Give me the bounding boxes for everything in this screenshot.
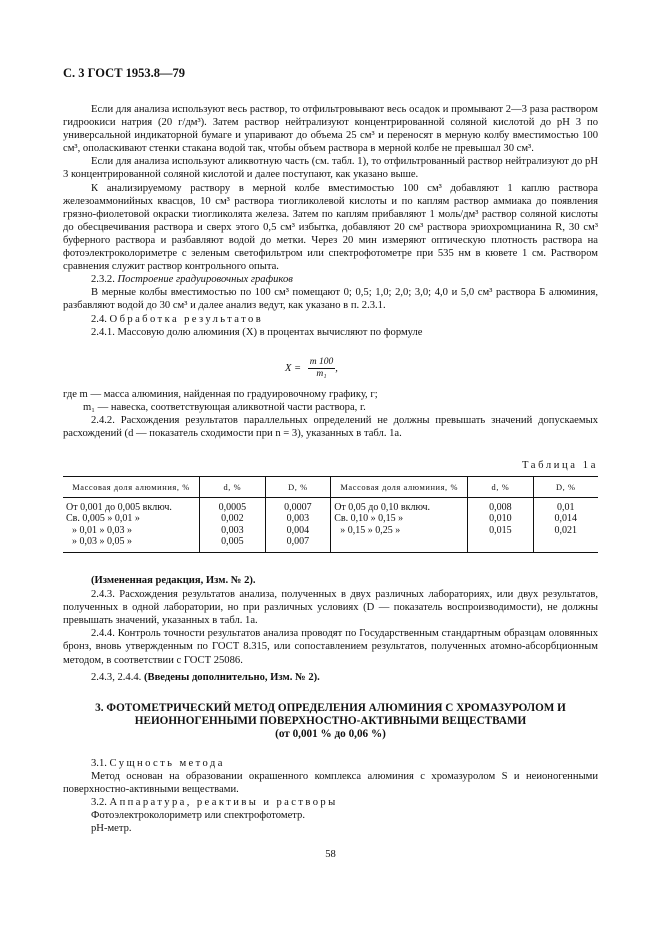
D-value: 0,0007 xyxy=(284,502,312,513)
d-value: 0,003 xyxy=(221,524,244,536)
range-value: От 0,001 до 0,005 включ. xyxy=(66,502,172,513)
D-value: 0,007 xyxy=(286,536,310,548)
paragraph: Фотоэлектроколориметр или спектрофотометр. xyxy=(91,810,305,822)
text-block-3 xyxy=(63,757,598,836)
D-value: 0,01 xyxy=(557,502,575,513)
subsection-heading xyxy=(63,757,598,770)
table-header: D, % xyxy=(265,477,331,498)
subsection-number: 2.3.2. xyxy=(91,274,115,286)
subsection-heading xyxy=(63,273,598,286)
D-value: 0,021 xyxy=(554,524,578,536)
paragraph: Метод основан на образовании окрашенного комплекса алюминия с хромазуролом S и неионогенными поверхностно-активными веществами. xyxy=(63,771,598,796)
subsection-title: Аппаратура, реактивы и растворы xyxy=(109,797,338,809)
range-value: » 0,01 » 0,03 » xyxy=(72,524,132,536)
paragraph: В мерные колбы вместимостью по 100 см³ помещают 0; 0,5; 1,0; 2,0; 3,0; 4,0 и 5,0 см³ раствора Б алюминия, разбавляют водой до 30 см³ и далее анализ ведут, как указано в п. 2.3.1. xyxy=(63,287,598,312)
formula-tail: , xyxy=(335,362,338,374)
paragraph: Если для анализа используют аликвотную часть (см. табл. 1), то отфильтрованный раствор нейтрализуют до рН 3 концентрированной соляной кислотой и далее поступают, как указано выше. xyxy=(63,156,598,181)
subsection-title: Сущность метода xyxy=(109,758,225,769)
d-value: 0,015 xyxy=(489,524,512,536)
section-title-range: (от 0,001 % до 0,06 %) xyxy=(275,727,386,740)
text-block-2 xyxy=(63,574,598,684)
table-header: Массовая доля алюминия, % xyxy=(63,477,200,498)
paragraph: 2.4.2. Расхождения результатов параллельных определений не должны превышать значений допускаемых расхождений (d — показатель сходимости при n = 3), указанных в табл. 1а. xyxy=(63,415,598,440)
formula-legend xyxy=(63,388,598,440)
amendment-note: (Введены дополнительно, Изм. № 2). xyxy=(143,671,320,683)
amendment-line xyxy=(63,671,598,684)
formula-fraction xyxy=(308,357,336,380)
range-value: От 0,05 до 0,10 включ. xyxy=(334,502,431,513)
table-header: d, % xyxy=(200,477,266,498)
d-value: 0,008 xyxy=(489,502,512,513)
subsection-number: 3.2. xyxy=(91,797,107,809)
range-value: » 0,15 » 0,25 » xyxy=(340,524,401,536)
tolerance-table xyxy=(63,476,598,553)
d-value: 0,005 xyxy=(221,536,244,548)
table-cell-D xyxy=(533,498,598,553)
table-header-row xyxy=(63,477,598,498)
section-title-line: НЕИОННОГЕННЫМИ ПОВЕРХНОСТНО-АКТИВНЫМИ ВЕЩЕСТВАМИ xyxy=(134,714,527,727)
table-header: d, % xyxy=(468,477,533,498)
D-value: 0,014 xyxy=(554,513,578,525)
d-value: 0,010 xyxy=(489,513,512,525)
paragraph: рН-метр. xyxy=(91,823,132,835)
table-title: Таблица 1а xyxy=(521,460,598,471)
table-cell-d xyxy=(200,498,266,553)
D-value: 0,003 xyxy=(286,513,310,525)
paragraph: Если для анализа используют весь раствор, то отфильтровывают весь осадок и промывают 2—3 раза раствором гидроокиси натрия (20 г/дм³). Затем раствор нейтрализуют концентрированной соляной кислотой до рН 3 по универсальной индикаторной бумаге и упаривают до объема 25 см³ и переносят в мерную колбу вместимостью 100 см³, ополаскивают стенки стакана водой так, чтобы объем раствора в мерной колбе не превышал 30 см³. xyxy=(63,104,598,155)
table-header: D, % xyxy=(533,477,598,498)
subsection-heading xyxy=(63,796,598,809)
legend-line: где m — масса алюминия, найденная по градуировочному графику, г; xyxy=(63,389,378,400)
paragraph: 2.4.1. Массовую долю алюминия (X) в процентах вычисляют по формуле xyxy=(91,326,423,338)
text-block-1 xyxy=(63,103,598,339)
range-value: Св. 0,10 » 0,15 » xyxy=(334,513,404,525)
paragraph: К анализируемому раствору в мерной колбе вместимостью 100 см³ добавляют 1 каплю раствора железоаммонийных квасцов, 10 см³ раствора тиогликолевой кислоты и по каплям раствор аммиака до появления грязно-фиолетовой окраски тиогликолята железа. Затем по каплям прибавляют 1 моль/дм³ раствор соляной кислоты до обесцвечивания раствора и сверх этого 0,5 см³ избытка, добавляют 20 см³ раствора эриохромцианина R, 30 см³ буферного раствора и разбавляют водой до метки. Через 20 мин измеряют оптическую плотность раствора на фотоэлектроколориметре с зеленым светофильтром или спектрофотометре при 535 нм в кювете 1 см. Раствором сравнения служит раствор контрольного опыта. xyxy=(63,182,598,273)
d-value: 0,002 xyxy=(221,513,244,525)
subsection-number: 3.1. xyxy=(91,758,107,769)
amendment-note: (Измененная редакция, Изм. № 2). xyxy=(91,575,256,586)
legend-line: m₁ — навеска, соответствующая аликвотной части раствора, г. xyxy=(83,402,366,414)
table-row xyxy=(63,498,598,553)
formula-denominator: m₁ xyxy=(316,369,327,379)
formula xyxy=(285,357,338,380)
range-value: » 0,03 » 0,05 » xyxy=(72,536,132,548)
page-header: С. 3 ГОСТ 1953.8—79 xyxy=(63,66,186,80)
paragraph: 2.4.4. Контроль точности результатов анализа проводят по Государственным стандартным образцам оловянных бронз, вновь утвержденным по ГОСТ 8.315, или сопоставлением результатов, полученных атомно-абсорбционным методом, в соответствии с ГОСТ 25086. xyxy=(63,628,598,666)
formula-numerator: m 100 xyxy=(309,357,334,367)
subsection-title: Построение градуировочных графиков xyxy=(117,274,293,286)
D-value: 0,004 xyxy=(286,524,310,536)
paragraph: 2.4.3. Расхождения результатов анализа, полученных в двух различных лабораториях, или двух результатов, полученных в одной лаборатории, но при различных условиях (D — показатель воспроизводимости), не должны превышать значений, указанных в табл. 1а. xyxy=(63,589,598,627)
table-cell-ranges xyxy=(63,498,200,553)
subsection-heading xyxy=(63,313,598,326)
page-number: 58 xyxy=(325,849,336,860)
table-cell-ranges xyxy=(331,498,468,553)
section-heading xyxy=(63,702,598,740)
table-cell-d xyxy=(468,498,533,553)
d-value: 0,0005 xyxy=(218,502,247,513)
table-header: Массовая доля алюминия, % xyxy=(331,477,468,498)
subsection-number: 2.4. xyxy=(91,313,107,325)
range-value: Св. 0,005 » 0,01 » xyxy=(66,513,140,525)
section-title-line: 3. ФОТОМЕТРИЧЕСКИЙ МЕТОД ОПРЕДЕЛЕНИЯ АЛЮМИНИЯ С ХРОМАЗУРОЛОМ И xyxy=(95,702,566,714)
formula-lhs: X = xyxy=(285,362,302,374)
clause-numbers: 2.4.3, 2.4.4. xyxy=(91,671,142,683)
subsection-title: Обработка результатов xyxy=(109,313,264,325)
table-cell-D xyxy=(265,498,331,553)
